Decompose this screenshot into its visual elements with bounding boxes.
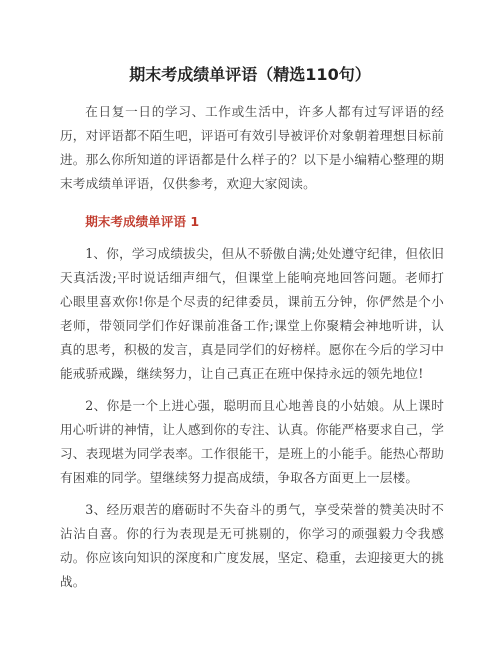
comment-item-3: 3、经历艰苦的磨砺时不失奋斗的勇气，享受荣誉的赞美决时不沾沾自喜。你的行为表现是无可挑剔的，你学习的顽强毅力令我感动。你应该向知识的深度和广度发展，坚定、稳重，去迎接更大的挑战。 bbox=[60, 502, 444, 589]
document-title: 期末考成绩单评语（精选110句） bbox=[129, 65, 371, 84]
intro-paragraph: 在日复一日的学习、工作或生活中，许多人都有过写评语的经历，对评语都不陌生吧，评语可有效引导被评价对象朝着理想目标前进。那么你所知道的评语都是什么样子的？以下是小编精心整理的期末考成绩单评语，仅供参考，欢迎大家阅读。 bbox=[60, 104, 444, 191]
section-heading: 期末考成绩单评语 1 bbox=[85, 214, 200, 229]
document-body bbox=[60, 100, 444, 602]
comment-item-2: 2、你是一个上进心强，聪明而且心地善良的小姑娘。从上课时用心听讲的神情，让人感到你的专注、认真。你能严格要求自己，学习、表现堪为同学表率。工作很能干，是班上的小能手。能热心帮助有困难的同学。望继续努力提高成绩，争取各方面更上一层楼。 bbox=[60, 398, 444, 485]
comment-item-1: 1、你，学习成绩拔尖，但从不骄傲自满;处处遵守纪律，但依旧天真活泼;平时说话细声细气，但课堂上能响亮地回答问题。老师打心眼里喜欢你!你是个尽责的纪律委员，课前五分钟，你俨然是个小老师，带领同学们作好课前准备工作;课堂上你聚精会神地听讲，认真的思考，积极的发言，真是同学们的好榜样。愿你在今后的学习中能戒骄戒躁，继续努力，让自己真正在班中保持永远的领先地位! bbox=[60, 246, 444, 381]
